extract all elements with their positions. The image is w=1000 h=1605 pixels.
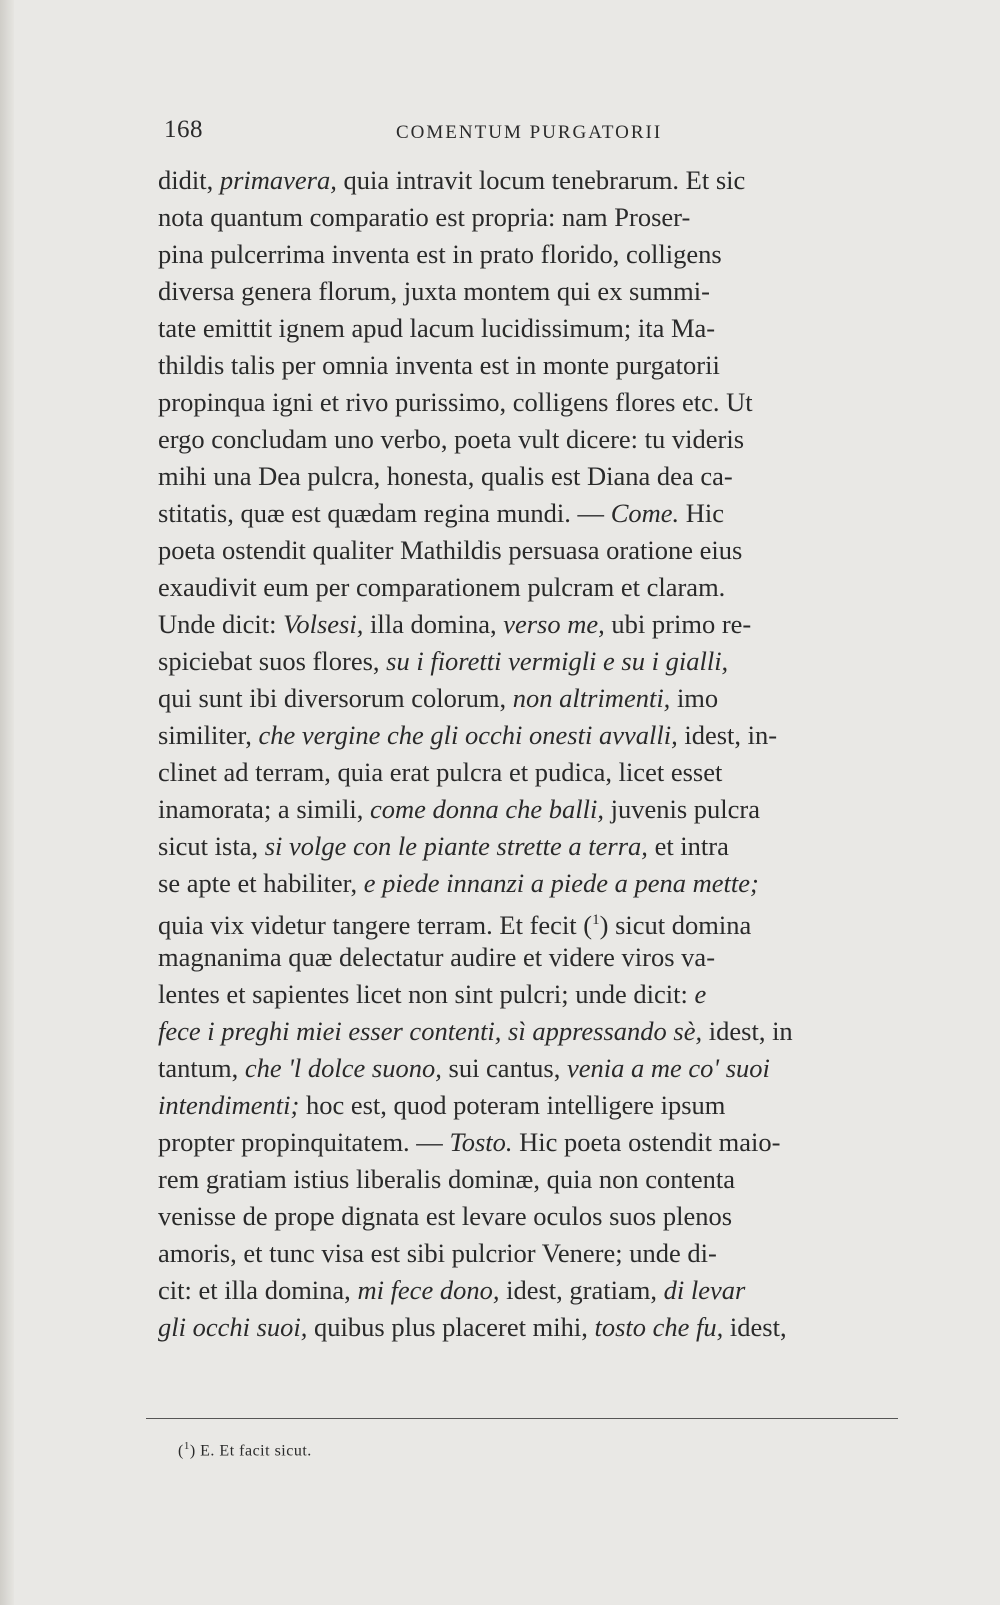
text-run: mihi una Dea pulcra, honesta, qualis est Diana dea ca- <box>158 461 733 491</box>
text-run: qui sunt ibi diversorum colorum, <box>158 683 513 713</box>
footnote-text: E. Et facit sicut. <box>200 1442 312 1460</box>
text-line <box>158 1050 896 1087</box>
text-line <box>158 828 896 865</box>
text-run: quia intravit locum tenebrarum. Et sic <box>336 165 746 195</box>
text-run: nota quantum comparatio est propria: nam Proser- <box>158 202 691 232</box>
italic-quote: gli occhi suoi, <box>158 1312 308 1342</box>
text-run: ) sicut domina <box>599 909 752 940</box>
text-line <box>158 1087 896 1124</box>
italic-quote: primavera, <box>219 165 337 195</box>
text-run: didit, <box>158 165 220 195</box>
text-run: quia vix videtur tangere terram. Et fecit ( <box>158 909 593 940</box>
italic-quote: che 'l dolce suono, <box>244 1053 442 1083</box>
text-run: tate emittit ignem apud lacum lucidissimum; ita Ma- <box>158 313 716 343</box>
italic-quote: venia a me co' suoi <box>567 1053 770 1083</box>
text-run: idest, <box>723 1312 787 1342</box>
italic-quote: su i fioretti vermigli e su i gialli, <box>386 646 729 676</box>
footnote-ref: 1 <box>592 912 600 928</box>
body-text <box>158 162 896 1346</box>
text-line <box>158 865 896 902</box>
footnote-rule <box>146 1418 898 1419</box>
text-line <box>158 717 896 754</box>
text-line <box>158 532 896 569</box>
footnote-marker: 1 <box>183 1440 190 1452</box>
italic-quote: Tosto. <box>449 1127 513 1157</box>
text-run: poeta ostendit qualiter Mathildis persuasa oratione eius <box>158 535 743 565</box>
text-line <box>158 310 896 347</box>
text-run: thildis talis per omnia inventa est in monte purgatorii <box>158 350 720 380</box>
text-run: idest, in- <box>677 720 778 750</box>
running-title: COMENTUM PURGATORII <box>396 122 663 143</box>
text-run: magnanima quæ delectatur audire et videre viros va- <box>158 942 716 972</box>
text-line <box>158 606 896 643</box>
text-line <box>158 754 896 791</box>
text-line <box>158 902 896 939</box>
text-run: propter propinquitatem. — <box>158 1127 450 1157</box>
text-line <box>158 1309 896 1346</box>
text-run: imo <box>670 683 719 713</box>
text-line <box>158 347 896 384</box>
text-run: sui cantus, <box>441 1053 567 1083</box>
text-line <box>158 273 896 310</box>
text-line <box>158 680 896 717</box>
text-line <box>158 458 896 495</box>
text-run: juvenis pulcra <box>603 794 760 824</box>
italic-quote: fece i preghi miei esser contenti, sì appressando sè, <box>158 1016 703 1046</box>
italic-quote: Volsesi, <box>283 609 364 639</box>
text-run: Hic <box>679 498 725 528</box>
italic-quote: si volge con le piante strette a terra, <box>264 831 648 861</box>
italic-quote: non altrimenti, <box>512 683 671 713</box>
text-line <box>158 939 896 976</box>
text-line <box>158 236 896 273</box>
text-run: exaudivit eum per comparationem pulcram et claram. <box>158 572 726 602</box>
text-line <box>158 199 896 236</box>
text-line <box>158 1013 896 1050</box>
text-line <box>158 643 896 680</box>
text-line <box>158 162 896 199</box>
page-number: 168 <box>164 116 203 143</box>
text-run: lentes et sapientes licet non sint pulcri; unde dicit: <box>158 979 695 1009</box>
text-run: inamorata; a simili, <box>158 794 370 824</box>
text-line <box>158 384 896 421</box>
text-run: Hic poeta ostendit maio- <box>512 1127 781 1157</box>
text-line <box>158 791 896 828</box>
italic-quote: e <box>694 979 707 1009</box>
text-run: amoris, et tunc visa est sibi pulcrior Venere; unde di- <box>158 1238 717 1268</box>
text-run: similiter, <box>158 720 259 750</box>
text-run: idest, in <box>702 1016 793 1046</box>
text-run: diversa genera florum, juxta montem qui ex summi- <box>158 276 710 306</box>
text-line <box>158 569 896 606</box>
text-run: ubi primo re- <box>604 609 752 639</box>
text-run: ergo concludam uno verbo, poeta vult dicere: tu videris <box>158 424 745 454</box>
text-run: cit: et illa domina, <box>158 1275 358 1305</box>
text-line <box>158 1235 896 1272</box>
text-run: propinqua igni et rivo purissimo, colligens flores etc. Ut <box>158 387 753 417</box>
text-line <box>158 1124 896 1161</box>
italic-quote: intendimenti; <box>158 1090 300 1120</box>
italic-quote: che vergine che gli occhi onesti avvalli, <box>258 720 678 750</box>
italic-quote: e piede innanzi a piede a pena mette; <box>363 868 759 898</box>
text-run: illa domina, <box>363 609 504 639</box>
text-run: clinet ad terram, quia erat pulcra et pudica, licet esset <box>158 757 723 787</box>
text-run: sicut ista, <box>158 831 265 861</box>
text-run: Unde dicit: <box>158 609 284 639</box>
text-run: stitatis, quæ est quædam regina mundi. — <box>158 498 611 528</box>
footnote: ($^1$) E. Et facit sicut. <box>178 1440 312 1460</box>
text-line <box>158 421 896 458</box>
text-run: idest, gratiam, <box>499 1275 664 1305</box>
italic-quote: verso me, <box>503 609 605 639</box>
text-run: rem gratiam istius liberalis dominæ, quia non contenta <box>158 1164 735 1194</box>
text-run: se apte et habiliter, <box>158 868 364 898</box>
text-run: pina pulcerrima inventa est in prato florido, colligens <box>158 239 722 269</box>
text-line <box>158 495 896 532</box>
text-line <box>158 1161 896 1198</box>
italic-quote: di levar <box>663 1275 746 1305</box>
text-run: hoc est, quod poteram intelligere ipsum <box>299 1090 726 1120</box>
italic-quote: tosto che fu, <box>594 1312 724 1342</box>
italic-quote: come donna che balli, <box>369 794 604 824</box>
text-run: spiciebat suos flores, <box>158 646 387 676</box>
text-line <box>158 1272 896 1309</box>
italic-quote: Come. <box>610 498 680 528</box>
text-run: et intra <box>647 831 729 861</box>
text-line <box>158 976 896 1013</box>
text-run: tantum, <box>158 1053 245 1083</box>
text-run: venisse de prope dignata est levare oculos suos plenos <box>158 1201 733 1231</box>
italic-quote: mi fece dono, <box>357 1275 500 1305</box>
page-header <box>160 116 896 156</box>
text-run: quibus plus placeret mihi, <box>307 1312 595 1342</box>
text-line <box>158 1198 896 1235</box>
